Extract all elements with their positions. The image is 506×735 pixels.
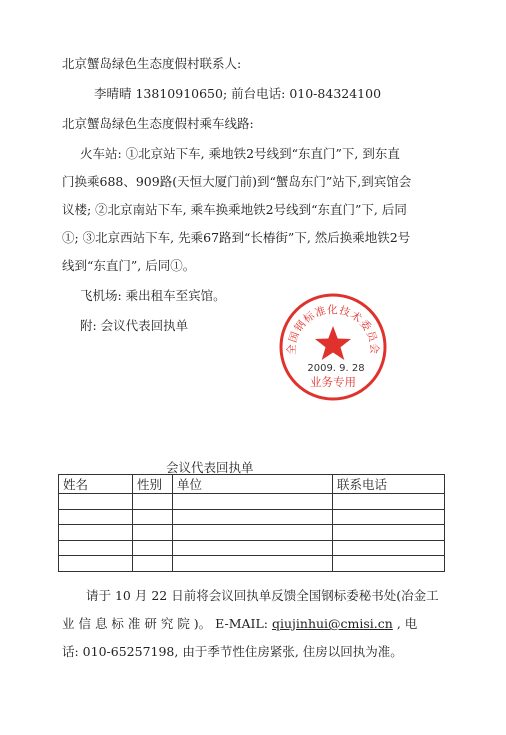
- table-cell[interactable]: [173, 556, 333, 572]
- reply-form-title: 会议代表回执单: [166, 460, 254, 475]
- table-row: [59, 494, 445, 510]
- seal-bottom-text: 业务专用: [310, 375, 356, 389]
- footer-line-3: 话: 010-65257198, 由于季节性住房紧张, 住房以回执为准。: [62, 644, 403, 659]
- train-line-5: 线到“东直门”, 后同①。: [62, 258, 196, 273]
- table-cell[interactable]: [173, 509, 333, 525]
- header-phone: 联系电话: [333, 475, 445, 494]
- table-cell[interactable]: [133, 540, 173, 556]
- header-name: 姓名: [59, 475, 133, 494]
- attachment-note: 附: 会议代表回执单: [80, 318, 189, 333]
- email-link[interactable]: qiujinhui@cmisi.cn: [271, 616, 393, 631]
- header-gender: 性别: [133, 475, 173, 494]
- table-row: [59, 540, 445, 556]
- table-cell[interactable]: [173, 494, 333, 510]
- table-cell[interactable]: [59, 494, 133, 510]
- star-icon: [315, 326, 351, 360]
- table-cell[interactable]: [59, 525, 133, 541]
- footer-email-label: 业 信 息 标 准 研 究 院 )。 E-MAIL:: [62, 616, 272, 631]
- table-cell[interactable]: [59, 556, 133, 572]
- train-line-4: ①; ③北京西站下车, 先乘67路到“长椿街”下, 然后换乘地铁2号: [62, 230, 411, 245]
- table-cell[interactable]: [173, 525, 333, 541]
- footer-line-1: 请于 10 月 22 日前将会议回执单反馈全国钢标委秘书处(冶金工: [86, 588, 439, 603]
- table-cell[interactable]: [133, 525, 173, 541]
- table-row: [59, 525, 445, 541]
- table-cell[interactable]: [333, 494, 445, 510]
- table-cell[interactable]: [133, 556, 173, 572]
- table-cell[interactable]: [333, 540, 445, 556]
- seal-date: 2009. 9. 28: [307, 363, 365, 374]
- footer-line-2-tail: , 电: [392, 616, 418, 631]
- header-organization: 单位: [173, 475, 333, 494]
- airport-route: 飞机场: 乘出租车至宾馆。: [80, 288, 226, 303]
- contact-person: 李晴晴 13810910650; 前台电话: 010-84324100: [94, 86, 382, 101]
- table-header-row: [59, 475, 445, 494]
- official-seal: [278, 292, 388, 402]
- table-row: [59, 556, 445, 572]
- table-row: [59, 509, 445, 525]
- route-heading: 北京蟹岛绿色生态度假村乘车线路:: [62, 116, 254, 131]
- table-cell[interactable]: [333, 509, 445, 525]
- table-cell[interactable]: [333, 556, 445, 572]
- table-cell[interactable]: [59, 509, 133, 525]
- table-cell[interactable]: [133, 494, 173, 510]
- reply-form-table: [58, 474, 445, 572]
- table-cell[interactable]: [59, 540, 133, 556]
- train-line-3: 议楼; ②北京南站下车, 乘车换乘地铁2号线到“东直门”下, 后同: [62, 202, 407, 217]
- train-line-1: 火车站: ①北京站下车, 乘地铁2号线到“东直门”下, 到东直: [80, 146, 400, 161]
- seal-arc-text: 全国钢标准化技术委员会: [285, 304, 381, 356]
- table-cell[interactable]: [133, 509, 173, 525]
- table-cell[interactable]: [173, 540, 333, 556]
- table-cell[interactable]: [333, 525, 445, 541]
- contact-heading: 北京蟹岛绿色生态度假村联系人:: [62, 56, 242, 71]
- train-line-2: 门换乘688、909路(天恒大厦门前)到“蟹岛东门”站下,到宾馆会: [62, 174, 412, 189]
- footer-line-2: [62, 616, 417, 632]
